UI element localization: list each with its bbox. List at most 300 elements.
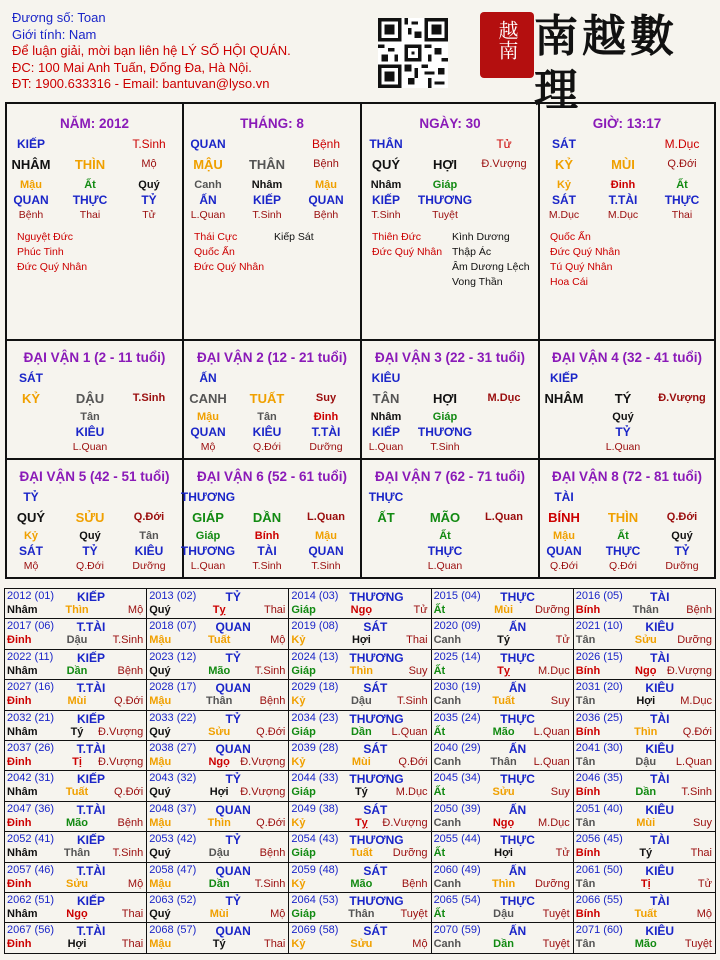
year-stage: Bệnh: [259, 847, 286, 860]
luck-cycle-title: ĐẠI VẬN 5 (42 - 51 tuổi): [19, 469, 170, 484]
year-stem: Kỷ: [291, 634, 306, 647]
year-stem: Quý: [149, 786, 171, 799]
year-stem: Canh: [433, 695, 462, 708]
year-god: THƯƠNG: [349, 833, 404, 848]
year-cell: [573, 801, 715, 831]
year-stem: Ất: [433, 908, 446, 921]
year-god: THƯƠNG: [349, 590, 404, 604]
year-stage: Tuyệt: [542, 908, 570, 921]
year-branch: Mão: [492, 725, 515, 738]
year-stage: T.Sinh: [254, 877, 286, 890]
luck-stem: KỶ: [21, 391, 41, 406]
year-stem: Giáp: [291, 604, 316, 616]
year-stage: Suy: [550, 695, 570, 708]
luck-hidden-stem: Ất: [617, 530, 629, 542]
luck-hidden-stage: T.Sinh: [252, 560, 282, 572]
stem-god: QUAN: [190, 137, 226, 151]
luck-stage: Suy: [315, 392, 337, 404]
year-cell: [431, 619, 573, 649]
year-stage: Dưỡng: [534, 604, 570, 616]
year-stem: Tân: [575, 877, 596, 890]
year-cell: [147, 923, 289, 954]
luck-stage: Q.Đới: [666, 511, 698, 523]
year-branch: Dậu: [493, 908, 514, 921]
year-branch: Hợi: [67, 938, 87, 951]
year-cell: [573, 893, 715, 923]
year-row: [5, 741, 716, 771]
luck-stem: GIÁP: [192, 510, 224, 525]
year-god: T.TÀI: [76, 742, 106, 757]
year-stem: Đinh: [7, 634, 32, 647]
inauspicious-star: Kiếp Sát: [274, 231, 314, 243]
year-stage: Thai: [121, 938, 144, 951]
luck-hidden-stage: T.Sinh: [311, 560, 341, 572]
luck-stem: TÂN: [372, 391, 400, 406]
year-label: 2059 (48): [291, 863, 339, 876]
year-cell: [431, 801, 573, 831]
luck-cycle-title: ĐẠI VẬN 6 (52 - 61 tuổi): [196, 469, 348, 484]
luck-hidden-stem: Kỷ: [23, 530, 39, 542]
year-branch: Ngọ: [66, 908, 88, 921]
hidden-stem: Mậu: [315, 179, 337, 191]
year-stem: Quý: [149, 604, 171, 616]
luck-stem: CANH: [189, 391, 227, 406]
year-stage: Mộ: [412, 938, 428, 951]
inauspicious-star: Vong Thần: [452, 276, 503, 288]
luck-hidden-stage: Q.Đới: [550, 560, 578, 572]
year-cell: [147, 862, 289, 892]
year-stage: M.Dục: [537, 664, 570, 677]
luck-hidden-god: TỶ: [674, 544, 690, 558]
luck-stage: Đ.Vượng: [658, 392, 706, 404]
hidden-stem: Mậu: [20, 179, 42, 191]
year-cell: [431, 832, 573, 862]
year-stage: Thai: [121, 908, 144, 921]
hidden-god: QUAN: [308, 193, 344, 207]
luck-hidden-stem: Tân: [139, 530, 159, 542]
year-stage: Tuyệt: [542, 938, 570, 951]
year-cell: [573, 832, 715, 862]
year-stem: Quý: [149, 664, 171, 677]
luck-branch: HỢI: [432, 391, 458, 406]
year-label: 2021 (10): [575, 620, 623, 633]
luck-stem: NHÂM: [544, 391, 584, 406]
year-god: QUAN: [215, 924, 251, 939]
year-label: 2012 (01): [7, 590, 55, 602]
luck-hidden-stage: L.Quan: [368, 441, 404, 453]
pillar-title: NGÀY: 30: [419, 116, 481, 131]
year-stage: Tử: [413, 604, 428, 616]
year-stem: Canh: [433, 877, 462, 890]
luck-hidden-stem: Mậu: [553, 530, 575, 542]
year-cell: [5, 862, 147, 892]
year-branch: Sửu: [492, 786, 515, 799]
year-stem: Kỷ: [291, 877, 306, 890]
year-cell: [289, 649, 431, 679]
auspicious-star: Đức Quý Nhân: [550, 246, 621, 258]
year-god: THƯƠNG: [349, 711, 404, 726]
year-cell: [431, 680, 573, 710]
luck-branch: MÃO: [429, 510, 461, 525]
inauspicious-star: Thập Ác: [452, 246, 492, 258]
year-branch: Ngọ: [350, 604, 373, 616]
luck-cycle-cell: [540, 341, 714, 460]
hidden-stage: M.Dục: [607, 209, 639, 221]
luck-cycle-title: ĐẠI VẬN 2 (12 - 21 tuổi): [196, 350, 348, 365]
luck-branch: DẦN: [252, 510, 282, 525]
year-stem: Đinh: [7, 877, 32, 890]
year-stem: Mậu: [149, 634, 172, 647]
luck-stage: L.Quan: [485, 511, 523, 523]
hidden-stem: Nhâm: [370, 179, 402, 191]
hidden-god: ẤN: [199, 193, 217, 207]
year-label: 2062 (51): [7, 894, 55, 907]
year-stem: Nhâm: [7, 908, 38, 921]
pillar-title: THÁNG: 8: [240, 116, 304, 131]
year-branch: Ngọ: [208, 756, 230, 769]
year-label: 2030 (19): [433, 681, 481, 694]
year-cell: [573, 649, 715, 679]
year-label: 2064 (53): [291, 894, 339, 907]
year-god: KIÊU: [645, 924, 675, 939]
year-branch: Tý: [639, 847, 653, 860]
year-cell: [573, 710, 715, 740]
year-cell: [431, 741, 573, 771]
year-cell: [573, 771, 715, 801]
year-label: 2044 (33): [291, 772, 339, 785]
year-stem: Mậu: [149, 695, 172, 708]
auspicious-star: Quốc Ấn: [194, 246, 235, 258]
year-god: ẤN: [508, 924, 527, 939]
year-branch: Tý: [70, 725, 84, 738]
year-stage: T.Sinh: [112, 634, 144, 647]
year-cell: [289, 680, 431, 710]
year-stage: Bệnh: [117, 816, 144, 829]
year-branch: Tuất: [65, 786, 89, 799]
earthly-branch: MÙI: [611, 157, 635, 172]
year-cell: [289, 741, 431, 771]
year-cell: [5, 801, 147, 831]
auspicious-star: Nguyệt Đức: [17, 231, 74, 243]
phone-email-line: ĐT: 1900.633316 - Email: bantuvan@lyso.vn: [12, 76, 270, 91]
year-cell: [5, 923, 147, 954]
year-row: [5, 619, 716, 649]
year-branch: Thìn: [207, 816, 231, 829]
year-branch: Tuất: [492, 695, 515, 708]
year-branch: Thân: [490, 756, 517, 769]
year-label: 2050 (39): [433, 802, 481, 815]
auspicious-star: Thái Cực: [194, 231, 238, 243]
year-cell: [573, 862, 715, 892]
year-god: KIẾP: [76, 833, 105, 848]
year-god: ẤN: [508, 620, 527, 635]
year-cell: [147, 649, 289, 679]
pillar-title: NĂM: 2012: [59, 116, 130, 131]
year-god: THỰC: [500, 833, 535, 848]
year-row: [5, 862, 716, 892]
luck-cycle-title: ĐẠI VẬN 8 (72 - 81 tuổi): [551, 469, 703, 484]
auspicious-star: Thiên Đức: [372, 231, 422, 243]
luck-hidden-god: KIÊU: [75, 425, 105, 439]
year-label: 2034 (23): [291, 711, 339, 724]
year-stage: L.Quan: [391, 725, 428, 738]
seal-text: 越南: [495, 20, 519, 60]
year-branch: Tuất: [207, 634, 231, 647]
luck-cycle-title: ĐẠI VẬN 3 (22 - 31 tuổi): [374, 350, 526, 365]
year-cell: [147, 589, 289, 619]
year-stem: Ất: [433, 786, 446, 799]
year-stem: Bính: [575, 847, 601, 860]
year-label: 2056 (45): [575, 833, 623, 846]
year-stage: L.Quan: [533, 725, 570, 738]
year-cell: [5, 619, 147, 649]
year-branch: Tị: [72, 756, 82, 769]
year-stage: Bệnh: [259, 695, 286, 708]
year-stem: Bính: [575, 908, 601, 921]
year-label: 2047 (36): [7, 802, 55, 815]
luck-branch: DẬU: [75, 391, 105, 406]
year-branch: Hợi: [351, 634, 371, 647]
year-cell: [5, 710, 147, 740]
year-branch: Thìn: [634, 725, 658, 738]
luck-hidden-stage: L.Quan: [190, 560, 226, 572]
pillar-cell: [184, 104, 362, 341]
luck-stage: Q.Đới: [133, 511, 165, 523]
year-stage: Tuyệt: [684, 938, 712, 951]
year-label: 2032 (21): [7, 711, 55, 724]
stem-stage: M.Dục: [664, 137, 700, 151]
year-stem: Giáp: [291, 908, 316, 921]
luck-stem-god: KIÊU: [371, 371, 401, 385]
luck-hidden-stem: Ất: [439, 530, 451, 542]
year-god: THƯƠNG: [349, 772, 404, 787]
luck-hidden-stage: L.Quan: [427, 560, 463, 572]
year-branch: Sửu: [208, 725, 231, 738]
luck-cycle-cell: [362, 460, 540, 577]
year-stem: Tân: [575, 695, 596, 708]
year-label: 2057 (46): [7, 863, 55, 876]
hidden-stage: Tuyệt: [432, 209, 458, 221]
year-stage: Đ.Vượng: [240, 756, 286, 769]
auspicious-star: Tú Quý Nhân: [550, 261, 613, 273]
year-stage: Q.Đới: [398, 756, 428, 769]
year-god: THỰC: [500, 590, 535, 604]
year-branch: Mùi: [494, 604, 514, 616]
year-god: THƯƠNG: [349, 650, 404, 665]
year-cell: [431, 862, 573, 892]
year-branch: Dần: [493, 938, 514, 951]
luck-cycle-cell: [362, 341, 540, 460]
year-stem: Nhâm: [7, 604, 38, 616]
year-branch: Dần: [66, 664, 88, 677]
year-cell: [147, 832, 289, 862]
hidden-god: THỰC: [72, 193, 108, 207]
year-cell: [431, 771, 573, 801]
year-branch: Thìn: [65, 604, 89, 616]
year-stage: Mộ: [127, 604, 144, 616]
year-cell: [289, 923, 431, 954]
year-branch: Sửu: [350, 938, 373, 951]
year-branch: Tuất: [350, 847, 373, 860]
year-branch: Thân: [206, 695, 233, 708]
year-label: 2071 (60): [575, 924, 623, 937]
year-label: 2063 (52): [149, 894, 197, 907]
luck-stem-god: THỰC: [368, 490, 404, 504]
year-stage: Thai: [263, 938, 286, 951]
year-stage: Q.Đới: [682, 725, 712, 738]
year-god: TỶ: [225, 590, 241, 604]
year-god: SÁT: [363, 620, 388, 635]
luck-hidden-god: TỶ: [615, 425, 631, 439]
year-stem: Bính: [575, 725, 601, 738]
year-cell: [5, 893, 147, 923]
year-label: 2031 (20): [575, 681, 623, 694]
hidden-stage: Bệnh: [313, 209, 339, 221]
year-label: 2016 (05): [575, 590, 623, 602]
year-branch: Ngọ: [635, 664, 657, 677]
year-stem: Ất: [433, 664, 446, 677]
year-stem: Nhâm: [7, 847, 38, 860]
year-stem: Canh: [433, 816, 462, 829]
luck-hidden-god: QUAN: [190, 425, 226, 439]
year-label: 2041 (30): [575, 742, 623, 755]
year-stem: Giáp: [291, 786, 316, 799]
year-god: KIẾP: [76, 590, 105, 604]
hidden-stem: Ất: [84, 179, 96, 191]
year-cell: [5, 649, 147, 679]
year-god: TỶ: [225, 711, 241, 726]
year-branch: Thân: [63, 847, 91, 860]
year-label: 2027 (16): [7, 681, 55, 694]
luck-hidden-god: SÁT: [19, 544, 43, 558]
stem-god: KIẾP: [16, 137, 46, 151]
year-stage: Tuyệt: [400, 908, 428, 921]
year-stage: Q.Đới: [256, 725, 286, 738]
luck-stem-god: THƯƠNG: [180, 490, 236, 504]
heavenly-stem: KỶ: [554, 157, 574, 172]
year-branch: Mùi: [351, 756, 371, 769]
luck-stem: QUÝ: [16, 510, 46, 525]
branch-stage: Bệnh: [313, 158, 339, 170]
year-god: TÀI: [650, 772, 670, 787]
year-cell: [289, 710, 431, 740]
earthly-branch: THÌN: [74, 157, 106, 172]
year-label: 2017 (06): [7, 620, 55, 633]
year-stage: T.Sinh: [396, 695, 428, 708]
year-god: TÀI: [650, 894, 670, 909]
year-label: 2049 (38): [291, 802, 339, 815]
year-stem: Tân: [575, 756, 596, 769]
stem-stage: Tử: [496, 137, 512, 151]
year-god: KIẾP: [76, 894, 105, 909]
year-branch: Tý: [212, 938, 226, 951]
stem-god: THÂN: [369, 137, 403, 151]
year-stem: Tân: [575, 938, 596, 951]
luck-hidden-god: TÀI: [257, 544, 277, 558]
year-label: 2042 (31): [7, 772, 55, 785]
year-stem: Canh: [433, 756, 462, 769]
year-god: THỰC: [500, 894, 535, 909]
year-label: 2040 (29): [433, 742, 481, 755]
year-god: THƯƠNG: [349, 894, 404, 909]
year-god: KIÊU: [645, 742, 675, 757]
year-label: 2018 (07): [149, 620, 197, 633]
hidden-stage: Thai: [79, 209, 101, 221]
year-god: SÁT: [363, 802, 388, 817]
year-cell: [5, 832, 147, 862]
year-cell: [431, 710, 573, 740]
luck-branch: THÌN: [607, 510, 639, 525]
year-label: 2052 (41): [7, 833, 55, 846]
year-cell: [5, 680, 147, 710]
luck-hidden-god: QUAN: [546, 544, 582, 558]
year-god: SÁT: [363, 924, 388, 939]
luck-cycle-cell: [184, 341, 362, 460]
year-cell: [289, 771, 431, 801]
luck-cycle-title: ĐẠI VẬN 1 (2 - 11 tuổi): [23, 350, 166, 365]
year-cell: [431, 923, 573, 954]
year-stem: Quý: [149, 847, 171, 860]
year-god: SÁT: [363, 863, 388, 878]
year-label: 2033 (22): [149, 711, 197, 724]
year-branch: Tý: [497, 634, 510, 647]
year-branch: Hợi: [494, 847, 513, 860]
year-label: 2019 (08): [291, 620, 339, 633]
year-stem: Giáp: [291, 847, 316, 860]
year-label: 2022 (11): [7, 650, 54, 663]
year-god: SÁT: [363, 742, 388, 757]
year-stage: Tử: [697, 877, 712, 890]
year-stage: Đ.Vượng: [666, 664, 712, 677]
year-cell: [147, 771, 289, 801]
year-god: TỶ: [225, 772, 241, 787]
year-branch: Dậu: [66, 634, 88, 647]
branch-stage: Mộ: [141, 158, 157, 170]
luck-hidden-stage: Dưỡng: [309, 441, 343, 453]
luck-hidden-stem: Quý: [671, 530, 693, 542]
year-label: 2058 (47): [149, 863, 197, 876]
year-label: 2043 (32): [149, 772, 197, 785]
luck-hidden-stem: Quý: [612, 411, 634, 423]
year-stage: Mộ: [270, 634, 286, 647]
year-stage: Dưỡng: [677, 634, 712, 647]
luck-hidden-stem: Giáp: [432, 411, 458, 423]
hidden-stage: T.Sinh: [371, 209, 401, 221]
year-stage: Tử: [555, 847, 570, 860]
year-god: THỰC: [500, 711, 535, 726]
year-row: [5, 649, 716, 679]
year-stage: Thai: [263, 604, 286, 616]
year-cell: [431, 589, 573, 619]
year-stage: Bệnh: [686, 604, 712, 616]
luck-hidden-stem: Mậu: [197, 411, 219, 423]
year-branch: Sửu: [634, 634, 657, 647]
luck-stage: T.Sinh: [132, 392, 166, 404]
hidden-stage: T.Sinh: [252, 209, 282, 221]
hidden-god: SÁT: [552, 193, 576, 207]
year-label: 2061 (50): [575, 863, 623, 876]
luck-cycle-cell: [180, 460, 362, 577]
year-cell: [5, 741, 147, 771]
luck-hidden-god: KIẾP: [371, 425, 401, 439]
year-branch: Mùi: [636, 816, 656, 829]
owner-name: Đương số: Toan: [12, 10, 106, 25]
year-branch: Mùi: [209, 908, 229, 921]
year-cell: [573, 741, 715, 771]
branch-stage: Đ.Vượng: [481, 158, 527, 170]
year-stage: Q.Đới: [113, 695, 144, 708]
year-god: KIÊU: [645, 620, 675, 635]
